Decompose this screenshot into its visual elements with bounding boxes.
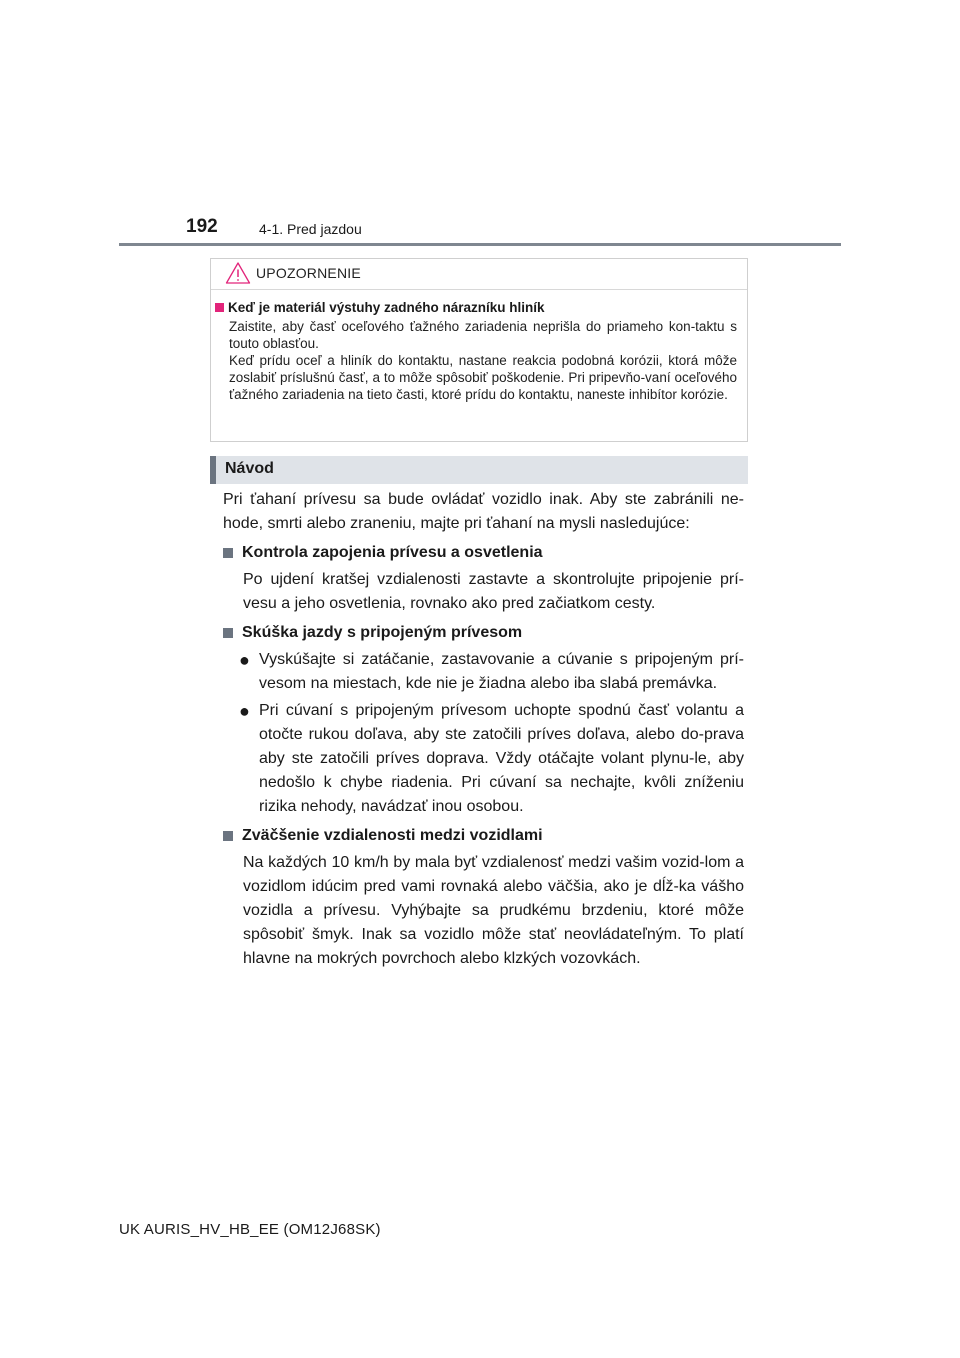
header-rule [119,243,841,246]
filled-circle-icon: ● [239,650,250,670]
warning-triangle-icon [225,261,251,285]
guide-header-bar [210,456,748,484]
bullet-text: Vyskúšajte si zatáčanie, zastavovanie a cúvanie s pripojeným prí-vesom na miestach, kde nie je žiadna alebo iba slabá premávka. [259,651,744,692]
subsection-heading [223,824,744,848]
gray-square-icon [223,628,233,638]
warning-text [229,318,737,403]
pink-square-icon [215,303,224,312]
subsection-heading [223,621,744,645]
guide-title: Návod [225,460,274,477]
guide-content [223,488,744,976]
warning-header [211,259,747,290]
subsection-text: Po ujdení kratšej vzdialenosti zastavte a skontrolujte pripojenie prí-vesu a jeho osvetlenia, rovnako ako pred začiatkom cesty. [243,571,744,612]
bullet-text: Pri cúvaní s pripojeným prívesom uchopte spodnú časť volantu a otočte rukou doľava, aby ste zatočili príves doľava, alebo do-prava aby ste zatočili príves doprava. Vždy otáčajte volant plynu-le, aby nedošlo k chybe riadenia. Pri cúvaní sa nechajte, kvôli zníženiu rizika nehody, navádzať inou osobou. [259,702,744,815]
bullet-item [239,699,744,819]
subsection-heading [223,541,744,565]
warning-paragraph: Zaistite, aby časť oceľového ťažného zariadenia neprišla do priameho kon-taktu s touto oblasťou. [229,319,737,351]
warning-body [211,290,747,403]
subsection-heading-text: Zväčšenie vzdialenosti medzi vozidlami [242,827,543,844]
guide-intro: Pri ťahaní prívesu sa bude ovládať vozidlo inak. Aby ste zabránili ne-hode, smrti alebo zraneniu, majte pri ťahaní na mysli nasledujúce: [223,491,744,532]
gray-square-icon [223,548,233,558]
subsection-heading-text: Kontrola zapojenia prívesu a osvetlenia [242,544,543,561]
filled-circle-icon: ● [239,701,250,721]
subsection-heading-text: Skúška jazdy s pripojeným prívesom [242,624,523,641]
page-number: 192 [186,216,218,237]
gray-square-icon [223,831,233,841]
section-title: 4-1. Pred jazdou [259,221,362,237]
document-code-footer: UK AURIS_HV_HB_EE (OM12J68SK) [119,1221,381,1238]
warning-heading-text: Keď je materiál výstuhy zadného nárazníku hliník [228,300,545,315]
subsection-text: Na každých 10 km/h by mala byť vzdialenosť medzi vašim vozid-lom a vozidlom idúcim pred vami rovnaká alebo väčšia, ako je dĺž-ka vášho vozidla a prívesu. Vyhýbajte sa prudkému brzdeniu, ktoré môže spôsobiť šmyk. Inak sa vozidlo môže stať neovládateľným. To platí hlavne na mokrých povrchoch alebo klzkých vozovkách. [243,854,744,967]
warning-heading [215,300,737,315]
bullet-item [239,648,744,696]
warning-title: UPOZORNENIE [256,265,361,281]
warning-box [210,258,748,442]
warning-paragraph: Keď prídu oceľ a hliník do kontaktu, nastane reakcia podobná korózii, ktorá môže zoslabiť príslušnú časť, a to môže spôsobiť poškodenie. Pri pripevňo-vaní oceľového ťažného zariadenia na tieto časti, ktoré prídu do kontaktu, naneste inhibítor korózie. [229,353,737,402]
